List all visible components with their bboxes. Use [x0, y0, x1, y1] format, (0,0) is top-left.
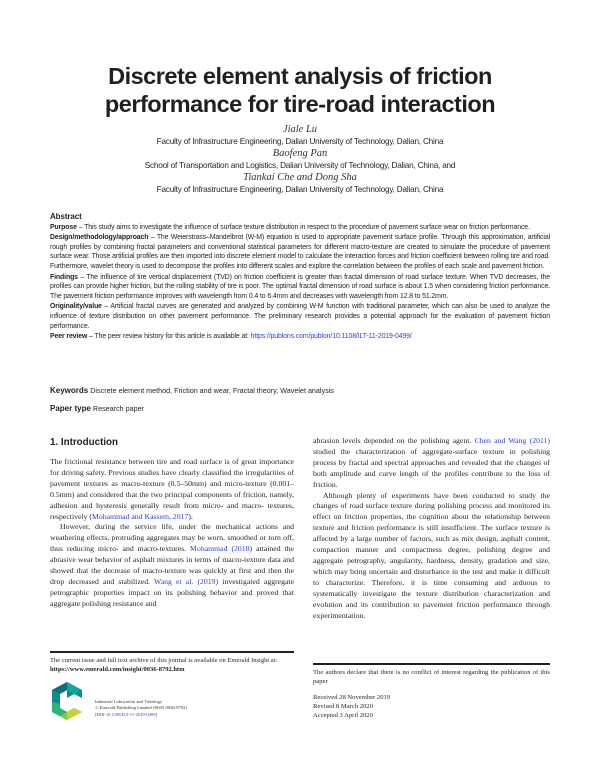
abstract — [50, 212, 550, 343]
author-name: Tiankai Che and Dong Sha — [243, 172, 357, 183]
author-name: Baofeng Pan — [272, 148, 328, 159]
notice-link[interactable]: https://www.emerald.com/insight/0036-8792.htm — [50, 666, 185, 673]
author-affiliation: Faculty of Infrastructure Engineering, Dalian University of Technology, Dalian, China — [156, 137, 444, 146]
purpose-text: – This study aims to investigate the influence of surface texture distribution in respect to the procedure of pavement surface wear on friction performance. — [76, 223, 530, 231]
paper-type — [50, 404, 550, 414]
author-affiliation: Faculty of Infrastructure Engineering, Dalian University of Technology, Dalian, China — [156, 185, 444, 194]
citation-link[interactable]: Mohammad (2018) — [190, 544, 253, 554]
journal-name: Industrial Lubrication and Tribology — [95, 699, 163, 704]
abstract-originality — [50, 302, 550, 331]
paragraph-text: The frictional resistance between tire and road surface is of great importance for driving safety. Previous studies have clearly classified the irregularities of pavement textures as macro-texture (0.5–50mm) and micro-texture (0.001–0.5mm) and considered that the two principal components of friction, namely, adhesion and hysteresis generally result from micro- and macro- textures, respectively ( — [50, 457, 294, 521]
paragraph-text: ). — [188, 511, 193, 521]
paper-type-value: Research paper — [90, 404, 145, 413]
intro-column-right — [313, 436, 550, 621]
originality-text: – Artificial fractal curves are generated and analyzed by combining W-M function with traditional parameter, which can also be used to analyze the influence of texture distribution on other pavement performance. The preliminary research provides a potential approach for the evaluation of pavement friction performance. — [50, 303, 550, 330]
findings-text: – The influence of tire vertical displacement (TVD) on friction coefficient is greater than fractal dimension of road surface texture. When TVD decreases, the profiles can provide higher friction, but the rolling stability of tire is poor. The optimal fractal dimension of road surface is about 1.5 when considering friction performance. The pavement friction performance improves with wavelength from 0.4 to 6.4mm and decreases with wavelength from 12.8 to 51.2mm. — [50, 273, 550, 300]
intro-paragraph — [50, 457, 294, 522]
journal-info — [95, 699, 187, 718]
section-heading-introduction: 1. Introduction — [50, 437, 119, 448]
purpose-label: Purpose — [50, 223, 77, 231]
originality-label: Originality/value — [50, 303, 102, 311]
findings-label: Findings — [50, 273, 78, 281]
citation-link[interactable]: Chen and Wang (2011) — [474, 436, 550, 445]
title-line-1: Discrete element analysis of friction — [108, 63, 492, 89]
doi-line — [95, 712, 187, 718]
intro-paragraph: Although plenty of experiments have been conducted to study the changes of road surface texture during polishing process and monitored its effect on friction properties, the cognition about the relationship between texture and friction performance is still insufficient. The surface texture is affected by a large number of factors, such as mix design, asphalt content, compaction manner and compactness degree, polishing degree and aggregate petrography, angularity, hardness, density, gradation and size, which may bring uncertain and disturbance in the test and make it difficult to characterize. Therefore, it is time consuming and arduous to systematically investigate the texture distribution characterization and evolution and its contribution to pavement friction performance through experimentation. — [313, 490, 550, 620]
abstract-heading: Abstract — [50, 212, 82, 221]
title-line-2: performance for tire-road interaction — [104, 91, 496, 117]
doi-suffix: ] — [155, 711, 158, 717]
citation-link[interactable]: Wang et al. (2019) — [154, 576, 219, 586]
author-affiliation: School of Transportation and Logistics, Dalian University of Technology, Dalian, China, and — [144, 161, 456, 170]
paragraph-text: abrasion levels depended on the polishing agent. — [313, 436, 475, 445]
abstract-findings — [50, 273, 550, 302]
citation-link[interactable]: Mohammad and Kassem, 2017 — [91, 511, 189, 521]
publisher-issn: © Emerald Publishing Limited [ISSN 0036-8792] — [95, 705, 187, 711]
paragraph-text: studied the characterization of aggregate-surface texture in polishing process by fractal and spectral approaches and revealed that the changes of both amplitude and curve length of the profiles contribute to the loss of friction. — [313, 446, 550, 489]
paragraph-text: investigated aggregate petrographic properties impact on its polishing behavior and proved that aggregate polishing resistance and — [50, 576, 294, 608]
abstract-design — [50, 233, 550, 271]
accepted-date: Accepted 3 April 2020 — [313, 712, 373, 719]
divider-right — [313, 663, 550, 665]
revised-date: Revised 8 March 2020 — [313, 703, 373, 710]
intro-paragraph — [50, 522, 294, 609]
paper-title — [0, 62, 600, 118]
divider-left — [50, 651, 294, 653]
doi-link[interactable]: 10.1108/ILT-11-2019-0499 — [105, 711, 156, 717]
paragraph-text: attained the abrasive wear behavior of asphalt mixtures in terms of macro-texture data and showed that the decrease of macro-texture was quickly at first and then the drop decreased and stabilized. — [50, 544, 295, 586]
keywords-value: Discrete element method, Friction and wear, Fractal theory, Wavelet analysis — [88, 386, 334, 395]
peer-review-text: – The peer review history for this article is available at: — [87, 333, 251, 341]
intro-paragraph — [313, 436, 550, 491]
design-text: – The Weierstrass–Mandelbrot (W-M) equation is used to appropriate pavement surface profile. Through this approximation, artificial rough profiles by combining fractal parameters and conventional statistical parameters for different macro-texture are created to simulate the procedure of pavement surface wear. Those artificial profiles are then imported into discrete element model to calculate the interaction forces and friction coefficient between rolling tire and road. Furthermore, wavelet theory is used to decompose the profiles into different scales and explore the correlation between the profiles of each scale and pavement friction. — [50, 234, 550, 270]
author-block — [0, 124, 600, 196]
emerald-logo-icon — [52, 682, 82, 720]
abstract-purpose — [50, 223, 550, 233]
author-name: Jiale Lu — [282, 124, 318, 135]
article-dates — [313, 693, 550, 720]
paragraph-text: However, during the service life, under the mechanical actions and weathering effects, protruding aggregates may be worn, smoothed or torn off, thus reducing micro- and macro-textures. — [50, 522, 294, 554]
doi-prefix: [DOI — [95, 711, 106, 717]
intro-column-left — [50, 457, 294, 610]
abstract-peer-review — [50, 332, 550, 342]
peer-review-link[interactable]: https://publons.com/publon/10.1108/ILT-11-2019-0499/ — [250, 333, 412, 341]
keywords — [50, 386, 550, 396]
design-label: Design/methodology/approach — [50, 234, 149, 242]
conflict-statement: The authors declare that there is no conflict of interest regarding the publication of this paper — [313, 669, 550, 685]
peer-review-label: Peer review — [50, 333, 88, 341]
archive-notice — [50, 656, 294, 674]
keywords-label: Keywords — [50, 386, 89, 395]
paper-type-label: Paper type — [50, 404, 91, 413]
received-date: Received 28 November 2019 — [313, 694, 391, 701]
notice-text: The current issue and full text archive of this journal is available on Emerald Insight at: — [50, 657, 278, 664]
